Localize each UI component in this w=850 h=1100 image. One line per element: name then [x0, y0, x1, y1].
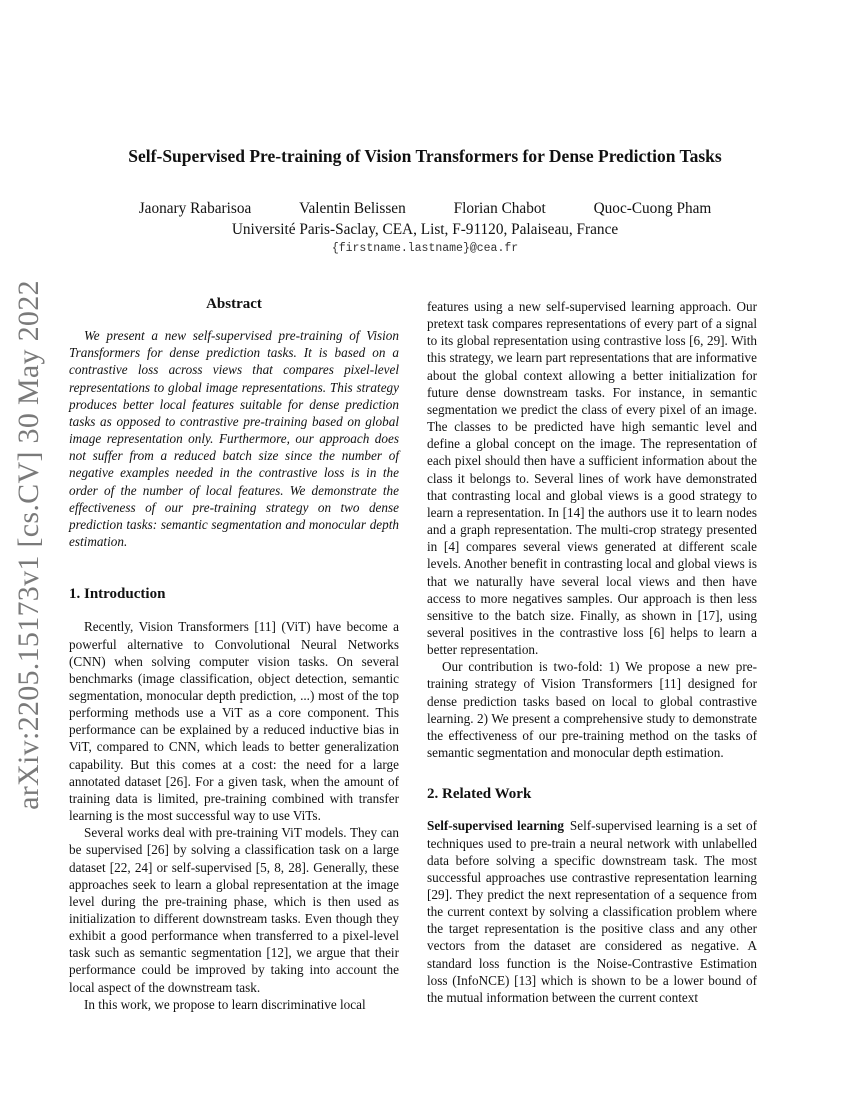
paper-title: Self-Supervised Pre-training of Vision Transformers for Dense Prediction Tasks: [128, 146, 722, 166]
section-heading-introduction: 1. Introduction: [69, 586, 166, 603]
author-email[interactable]: {firstname.lastname}@cea.fr: [331, 242, 519, 255]
arxiv-sidebar: [4, 280, 54, 810]
author: Valentin Belissen: [299, 200, 406, 217]
abstract-text: We present a new self-supervised pre-training of Vision Transformers for dense prediction tasks. It is based on a contrastive loss across views that compares pixel-level representations to global image representations. This strategy produces better local features suitable for dense prediction tasks as opposed to contrastive pre-training based on global image representation only. Furthermore, our approach does not suffer from a reduced batch size since the number of negative examples needed in the contrastive loss is in the order of the number of local features. We demonstrate the effectiveness of our pre-training strategy on two dense prediction tasks: semantic segmentation and monocular depth estimation.: [69, 328, 399, 550]
paragraph-runin-heading: Self-supervised learning: [427, 818, 564, 834]
arxiv-identifier: arXiv:2205.15173v1 [cs.CV] 30 May 2022: [12, 280, 45, 810]
paragraph: Several works deal with pre-training ViT models. They can be supervised [26] by solving a classification task on a large dataset [22, 24] or self-supervised [5, 8, 28]. Generally, these approaches seek to learn a global representation at the image level during the pre-training phase, which is then used as initialization to different downstream tasks. Even though they exhibit a good performance when transferred to a pixel-level task such as semantic segmentation [12], we argue that their performance could be improved by taking into account the local aspect of the downstream task.: [69, 825, 399, 995]
author: Quoc-Cuong Pham: [593, 200, 712, 217]
paragraph: In this work, we propose to learn discriminative local: [84, 996, 366, 1012]
paragraph-body: Self-supervised learning is a set of techniques used to pre-train a neural network with unlabelled data before solving a specific downstream task. The most successful approaches use contrastive representation learning [29]. They predict the next representation of a sequence from the current context by solving a classification problem where the target representation is the positive class and any other vectors from the dataset are considered as negative. A standard loss function is the Noise-Contrastive Estimation loss (InfoNCE) [13] which is shown to be a lower bound of the mutual information between the current context: [427, 818, 757, 1005]
paragraph: features using a new self-supervised learning approach. Our pretext task compares representations of every part of a signal to its global representation using contrastive loss [6, 29]. With this strategy, we learn part representations that are informative about the global context allowing a better initialization for future dense downstream tasks. For instance, in semantic segmentation we predict the class of every pixel of an image. The classes to be predicted have high semantic level and define a global concept on the image. The representation of each pixel should then have a sufficient information about the class it belongs to. Several lines of work have demonstrated that contrasting local and global views is a good strategy to learn a representation. In [14] the authors use it to learn nodes and a graph representation. The multi-crop strategy presented in [4] compares several views generated at different scale levels. Another benefit in contrasting local and global views is that we naturally have several local views and then have access to more negatives samples. Our approach is then less sensitive to the batch size. Finally, as shown in [17], using several positives in the contrastive loss [6] helps to learn a better representation.: [427, 299, 757, 658]
left-column: [69, 296, 399, 1013]
right-column: [427, 298, 757, 1006]
author-list: [0, 200, 850, 218]
abstract-heading: Abstract: [206, 296, 262, 312]
section-heading-related-work: 2. Related Work: [427, 786, 532, 803]
paragraph: Our contribution is two-fold: 1) We propose a new pre-training strategy of Vision Transformers [11] designed for dense prediction tasks based on local to global contrastive learning. 2) We present a comprehensive study to demonstrate the effectiveness of our pre-training method on the tasks of semantic segmentation and monocular depth estimation.: [427, 659, 757, 761]
author: Jaonary Rabarisoa: [138, 200, 252, 217]
paragraph: [427, 817, 757, 1006]
affiliation: Université Paris-Saclay, CEA, List, F-91120, Palaiseau, France: [231, 221, 619, 238]
author: Florian Chabot: [453, 200, 546, 217]
paragraph: Recently, Vision Transformers [11] (ViT) have become a powerful alternative to Convolutional Neural Networks (CNN) when solving computer vision tasks. On several benchmarks (image classification, object detection, semantic segmentation, monocular depth prediction, ...) most of the top performing methods use a ViT as a core component. This performance can be explained by a reduced inductive bias in ViT, compared to CNN, which leads to better generalization capability. But this comes at a cost: the need for a large annotated dataset [26]. For a given task, when the amount of training data is limited, pre-training combined with transfer learning is the most successful way to use ViTs.: [69, 619, 399, 824]
